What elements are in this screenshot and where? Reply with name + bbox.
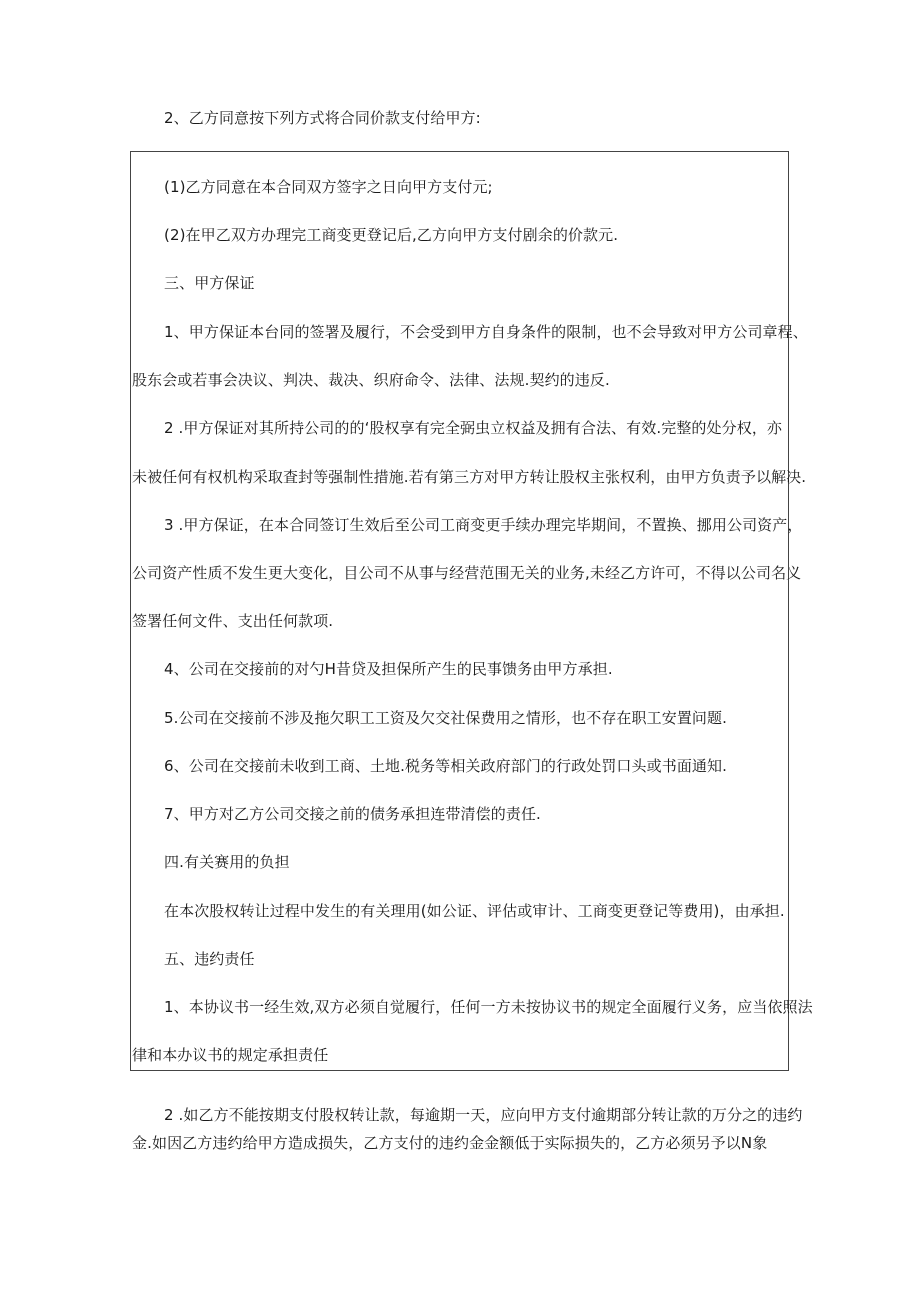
guarantee-3-line-1: 3 .甲方保证，在本合同签订生效后至公司工商变更手续办理完毕期间，不置换、挪用公司资产， — [164, 516, 803, 534]
breach-2-line-2: 金.如因乙方违约给甲方造成损失，乙方支付的违约金金额低于实际损失的，乙方必须另予以N象 — [132, 1134, 768, 1152]
section-4-heading: 四.有关赛用的负担 — [164, 853, 290, 871]
guarantee-1-line-2: 股东会或若事会决议、判决、裁决、织府命令、法律、法规.契约的违反. — [132, 371, 610, 389]
intro-text: 2、乙方同意按下列方式将合同价款支付给甲方: — [164, 109, 481, 127]
payment-clause-1: (1)乙方同意在本合同双方签字之日向甲方支付元; — [164, 178, 493, 196]
breach-1-line-1: 1、本协议书一经生效,双方必须自觉履行，任何一方未按协议书的规定全面履行义务，应当依照法 — [164, 998, 813, 1016]
guarantee-3-line-3: 签署任何文件、支出任何款项. — [132, 612, 334, 630]
guarantee-5: 5.公司在交接前不涉及拖欠职工工资及欠交社保费用之情形，也不存在职工安置问题. — [164, 709, 727, 727]
breach-2-line-1: 2 .如乙方不能按期支付股权转让款，每逾期一天，应向甲方支付逾期部分转让款的万分之的违约 — [164, 1106, 803, 1124]
section-3-heading: 三、甲方保证 — [164, 274, 255, 292]
guarantee-3-line-2: 公司资产性质不发生更大变化，目公司不从事与经营范围无关的业务,未经乙方许可，不得以公司名义 — [132, 564, 802, 582]
guarantee-6: 6、公司在交接前未收到工商、土地.税务等相关政府部门的行政处罚口头或书面通知. — [164, 757, 727, 775]
guarantee-4: 4、公司在交接前的对勺H昔贷及担保所产生的民事馈务由甲方承担. — [164, 660, 613, 678]
section-4-body: 在本次股权转让过程中发生的有关理用(如公证、评估或审计、工商变更登记等费用)，由承担. — [164, 902, 785, 920]
guarantee-1-line-1: 1、甲方保证本台同的签署及履行，不会受到甲方自身条件的限制，也不会导致对甲方公司章程、 — [164, 323, 808, 341]
guarantee-2-line-2: 未被任何有权机构采取査封等强制性措施.若有第三方对甲方转让股权主张权利，由甲方负责予以解决. — [132, 468, 807, 486]
guarantee-2-line-1: 2 .甲方保证对其所持公司的的‘股权享有完全弼虫立权益及拥有合法、有效.完整的处分权，亦 — [164, 419, 783, 437]
breach-1-line-2: 律和本办议书的规定承担责任 — [132, 1046, 329, 1064]
section-5-heading: 五、违约责任 — [164, 950, 255, 968]
payment-clause-2: (2)在甲乙双方办理完工商变更登记后,乙方向甲方支付剧余的价款元. — [164, 226, 619, 244]
guarantee-7: 7、甲方对乙方公司交接之前的债务承担连带清偿的责任. — [164, 805, 541, 823]
